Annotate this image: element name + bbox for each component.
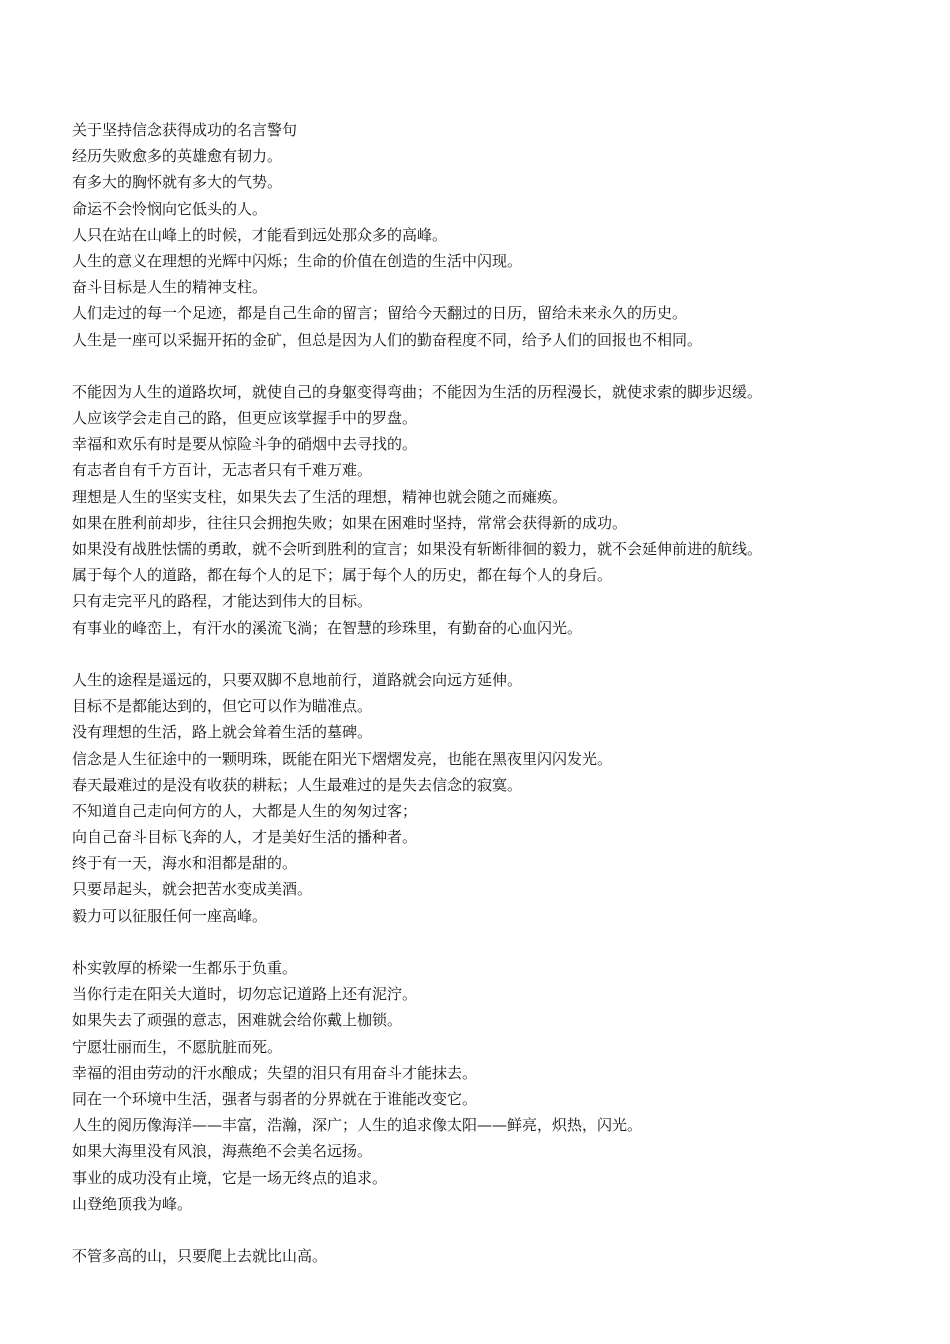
quote-line: 人们走过的每一个足迹，都是自己生命的留言；留给今天翻过的日历，留给未来永久的历史。 (72, 304, 688, 323)
quote-line: 向自己奋斗目标飞奔的人，才是美好生活的播种者。 (72, 828, 418, 847)
quote-line: 如果在胜利前却步，往往只会拥抱失败；如果在困难时坚持，常常会获得新的成功。 (72, 513, 628, 532)
paragraph-2 (72, 379, 922, 641)
quote-line: 如果失去了顽强的意志，困难就会给你戴上枷锁。 (72, 1011, 403, 1030)
quote-line: 经历失败愈多的英雄愈有韧力。 (72, 147, 283, 166)
quote-line: 人生的途程是遥远的，只要双脚不息地前行，道路就会向远方延伸。 (72, 670, 523, 689)
quote-line: 信念是人生征途中的一颗明珠，既能在阳光下熠熠发亮，也能在黑夜里闪闪发光。 (72, 749, 613, 768)
quote-line: 不知道自己走向何方的人，大都是人生的匆匆过客； (72, 801, 418, 820)
quote-line: 没有理想的生活，路上就会耸着生活的墓碑。 (72, 723, 373, 742)
paragraph-5 (72, 1243, 922, 1269)
quote-line: 如果没有战胜怯懦的勇敢，就不会听到胜利的宣言；如果没有斩断徘徊的毅力，就不会延伸前进的航线。 (72, 540, 763, 558)
quote-line: 同在一个环境中生活，强者与弱者的分界就在于谁能改变它。 (72, 1089, 478, 1108)
quote-line: 有事业的峰峦上，有汗水的溪流飞淌；在智慧的珍珠里，有勤奋的心血闪光。 (72, 618, 583, 637)
quote-line: 奋斗目标是人生的精神支柱。 (72, 278, 268, 297)
quote-line: 幸福和欢乐有时是要从惊险斗争的硝烟中去寻找的。 (72, 435, 418, 454)
quote-line: 不能因为人生的道路坎坷，就使自己的身躯变得弯曲；不能因为生活的历程漫长，就使求索的脚步迟缓。 (72, 382, 763, 401)
quote-line: 有多大的胸怀就有多大的气势。 (72, 173, 283, 192)
quote-line: 人生的阅历像海洋——丰富，浩瀚，深广；人生的追求像太阳——鲜亮，炽热，闪光。 (72, 1116, 643, 1135)
quote-line: 人生是一座可以采掘开拓的金矿，但总是因为人们的勤奋程度不同，给予人们的回报也不相同。 (72, 330, 703, 349)
quote-line: 目标不是都能达到的，但它可以作为瞄准点。 (72, 697, 373, 716)
quote-line: 毅力可以征服任何一座高峰。 (72, 906, 268, 925)
quote-line: 朴实敦厚的桥梁一生都乐于负重。 (72, 959, 298, 977)
paragraph-gap (72, 641, 922, 667)
paragraph-gap (72, 1217, 922, 1243)
quote-line: 春天最难过的是没有收获的耕耘；人生最难过的是失去信念的寂寞。 (72, 775, 523, 794)
quote-line: 山登绝顶我为峰。 (72, 1194, 193, 1213)
paragraph-4 (72, 955, 922, 1217)
paragraph-gap (72, 353, 922, 379)
quote-line: 宁愿壮丽而生，不愿肮脏而死。 (72, 1037, 283, 1056)
quote-line: 当你行走在阳关大道时，切勿忘记道路上还有泥泞。 (72, 985, 418, 1004)
quote-line: 幸福的泪由劳动的汗水酿成；失望的泪只有用奋斗才能抹去。 (72, 1063, 478, 1082)
paragraph-3 (72, 667, 922, 929)
quote-line: 理想是人生的坚实支柱，如果失去了生活的理想，精神也就会随之而瘫痪。 (72, 487, 568, 506)
quote-line: 人只在站在山峰上的时候，才能看到远处那众多的高峰。 (72, 225, 448, 244)
quote-line: 命运不会怜悯向它低头的人。 (72, 199, 268, 218)
quote-line: 人生的意义在理想的光辉中闪烁；生命的价值在创造的生活中闪现。 (72, 251, 523, 270)
quote-line: 属于每个人的道路，都在每个人的足下；属于每个人的历史，都在每个人的身后。 (72, 566, 613, 585)
quote-line: 只有走完平凡的路程，才能达到伟大的目标。 (72, 592, 373, 611)
quote-line: 事业的成功没有止境，它是一场无终点的追求。 (72, 1168, 388, 1187)
quote-line: 人应该学会走自己的路，但更应该掌握手中的罗盘。 (72, 409, 418, 428)
quote-line: 有志者自有千方百计，无志者只有千难万难。 (72, 461, 373, 480)
paragraph-1 (72, 117, 922, 353)
quote-line: 不管多高的山，只要爬上去就比山高。 (72, 1247, 328, 1266)
document-title: 关于坚持信念获得成功的名言警句 (72, 121, 298, 139)
quote-line: 只要昂起头，就会把苦水变成美酒。 (72, 880, 313, 899)
paragraph-gap (72, 929, 922, 955)
document-body (72, 117, 922, 1269)
quote-line: 终于有一天，海水和泪都是甜的。 (72, 854, 298, 873)
quote-line: 如果大海里没有风浪，海燕绝不会美名远扬。 (72, 1142, 373, 1161)
